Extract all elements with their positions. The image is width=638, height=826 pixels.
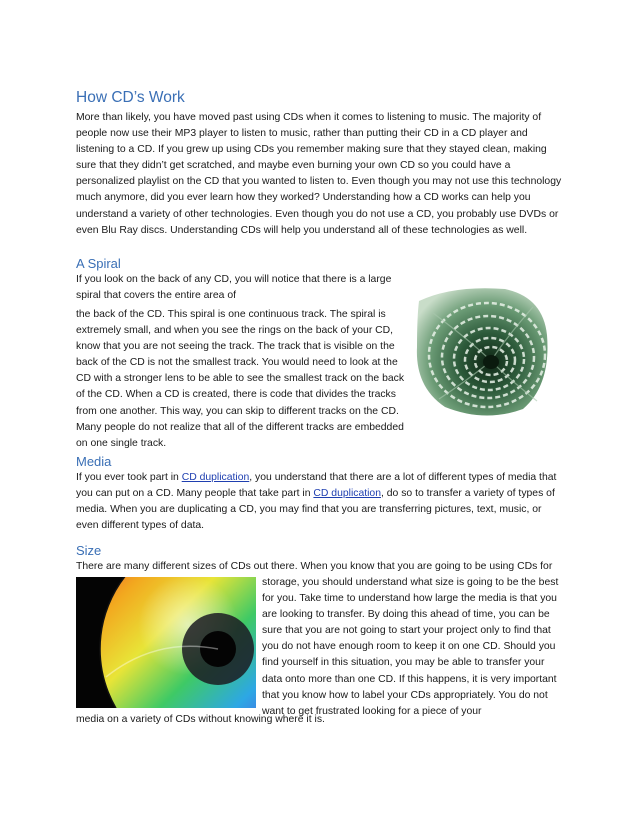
cd-duplication-link-2[interactable]: CD duplication xyxy=(313,488,381,500)
media-text-1: If you ever took part in xyxy=(76,472,182,483)
size-heading: Size xyxy=(76,543,102,558)
spiral-paragraph-2: the back of the CD. This spiral is one continuous track. The spiral is extremely small, and when you see the rings on the back of your CD, know that you are not seeing the track. The track that is visible on the back of the CD is not the smallest track. You would need to look at the CD with a stronger lens to be able to see the smallest track on the back of the CD. When a CD is created, there is code that divides the tracks from one another. This way, you can skip to different tracks on the CD. Many people do not realize that all of the different tracks are embedded on one single track. xyxy=(76,309,405,449)
green-spiral-tunnel-image xyxy=(413,283,550,418)
spiral-paragraph-1: If you look on the back of any CD, you will notice that there is a large spiral that covers the entire area of xyxy=(76,274,392,302)
page-title: How CD’s Work xyxy=(76,89,185,106)
media-text-2: , you understand that there are a lot of different types of media that you can put on a CD. Many people that take part in xyxy=(76,472,557,500)
media-paragraph xyxy=(76,470,564,534)
media-text-3: , do so to transfer a variety of types of media. When you are duplicating a CD, you may find that you are transferring pictures, text, music, or even different types of data. xyxy=(76,488,555,532)
size-paragraph-last: media on a variety of CDs without knowing where it is. xyxy=(76,714,325,725)
size-paragraph-line-1: There are many different sizes of CDs out there. When you know that you are going to be using CDs for xyxy=(76,561,553,572)
cd-duplication-link-1[interactable]: CD duplication xyxy=(181,472,250,483)
spiral-heading: A Spiral xyxy=(76,256,121,271)
size-paragraph-wrapped: storage, you should understand what size is going to be the best for you. Take time to understand how large the media is that you are looking to transfer. By doing this ahead of time, you can be sure that you are not going to start your project only to find that you do not have enough room to keep it on one CD. Should you find yourself in this situation, you may be able to transfer your data onto more than one CD. If this happens, it is very important that you know how to label your CDs appropriately. You do not want to get frustrated looking for a piece of your xyxy=(262,577,559,717)
rainbow-cd-disc-image xyxy=(76,577,256,708)
media-heading: Media xyxy=(76,454,112,469)
intro-paragraph: More than likely, you have moved past using CDs when it comes to listening to music. The majority of people now use their MP3 player to listen to music, rather than putting their CD in a CD player and listening to a CD. If you grew up using CDs you remember making sure that they stayed clean, making sure that they didn’t get scratched, and maybe even burning your own CD so you could have a personalized playlist on the CD that you wanted to listen to. Even though you may not use this technology much anymore, did you ever learn how they worked? Understanding how a CD works can help you understand a variety of other technologies. Even though you do not use a CD, you probably use DVDs or even Blu Ray discs. Understanding CDs will help you understand all of these technologies as well. xyxy=(76,112,562,236)
